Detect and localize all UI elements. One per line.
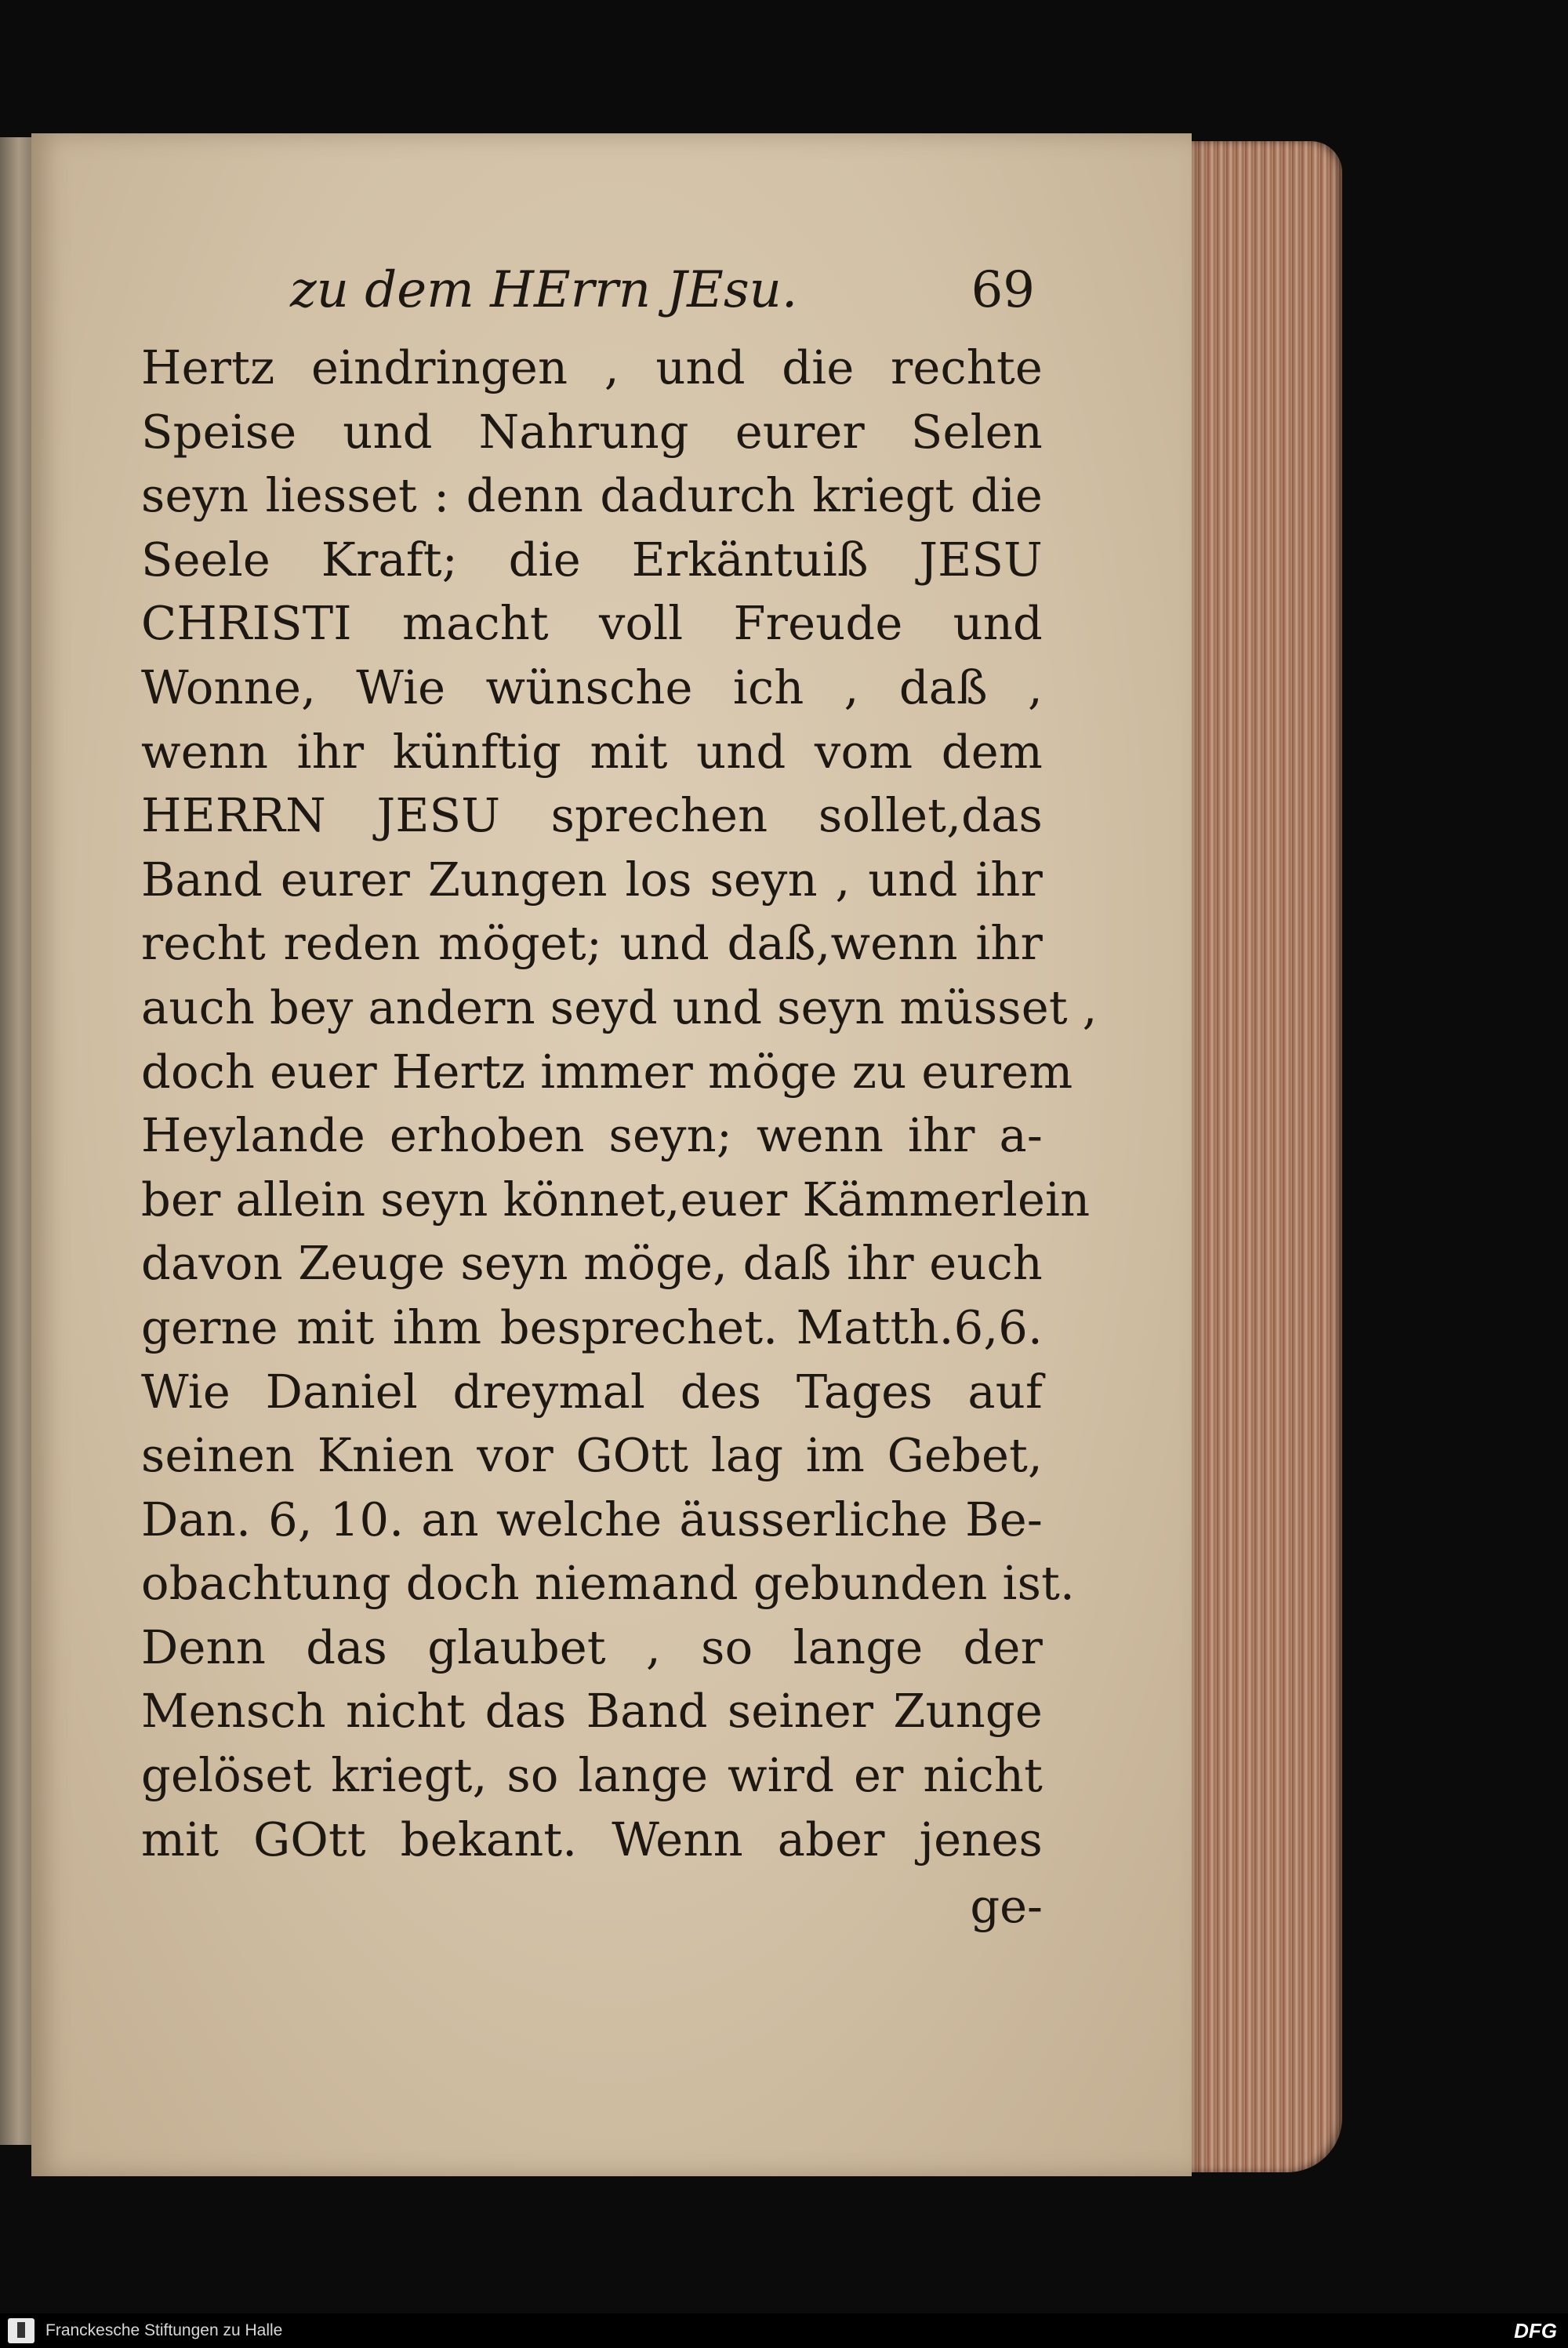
text-line: CHRISTI macht voll Freude und [141,596,1043,651]
text-line: Denn das glaubet , so lange der [141,1619,1043,1674]
text-line: gerne mit ihm besprechet. Matth.6,6. [141,1299,1043,1354]
page-number: 69 [971,261,1035,319]
catchword: ge- [970,1879,1043,1934]
text-line: HERRN JESU sprechen sollet,das [141,788,1043,843]
text-line: Wie Daniel dreymal des Tages auf [141,1364,1043,1419]
text-line: Hertz eindringen , und die rechte [141,340,1043,394]
institution-name: Franckesche Stiftungen zu Halle [45,2321,283,2339]
previous-page-edge [0,137,31,2145]
text-line: obachtung doch niemand gebunden ist. [141,1556,1075,1611]
text-line: Mensch nicht das Band seiner Zunge [141,1684,1043,1739]
text-line: Dan. 6, 10. an welche äusserliche Be- [141,1492,1043,1547]
text-line: recht reden möget; und daß,wenn ihr [141,916,1043,971]
text-line: Band eurer Zungen los seyn , und ihr [141,852,1043,907]
institution-logo-icon [8,2318,34,2343]
text-line: wenn ihr künftig mit und vom dem [141,724,1043,779]
text-line: mit GOtt bekant. Wenn aber jenes [141,1812,1043,1866]
text-line: Speise und Nahrung eurer Selen [141,404,1043,459]
text-line: Wonne, Wie wünsche ich , daß , [141,660,1043,714]
text-line: davon Zeuge seyn möge, daß ihr euch [141,1236,1043,1291]
text-line: doch euer Hertz immer möge zu eurem [141,1044,1073,1099]
text-line: Seele Kraft; die Erkäntuiß JESU [141,532,1043,587]
text-line: ber allein seyn könnet,euer Kämmerlein [141,1172,1091,1227]
text-line: Heylande erhoben seyn; wenn ihr a- [141,1108,1043,1163]
running-title: zu dem HErrn JEsu. [290,261,798,319]
text-line: auch bey andern seyd und seyn müsset , [141,980,1098,1034]
text-line: seinen Knien vor GOtt lag im Gebet, [141,1428,1043,1483]
running-head [141,251,1043,329]
footer-bar [0,2313,1568,2348]
dfg-logo: DFG [1514,2319,1557,2343]
text-line: gelöset kriegt, so lange wird er nicht [141,1748,1043,1803]
text-line: seyn liesset : denn dadurch kriegt die [141,468,1043,523]
text-block [141,251,1098,1942]
book-page [31,133,1192,2176]
